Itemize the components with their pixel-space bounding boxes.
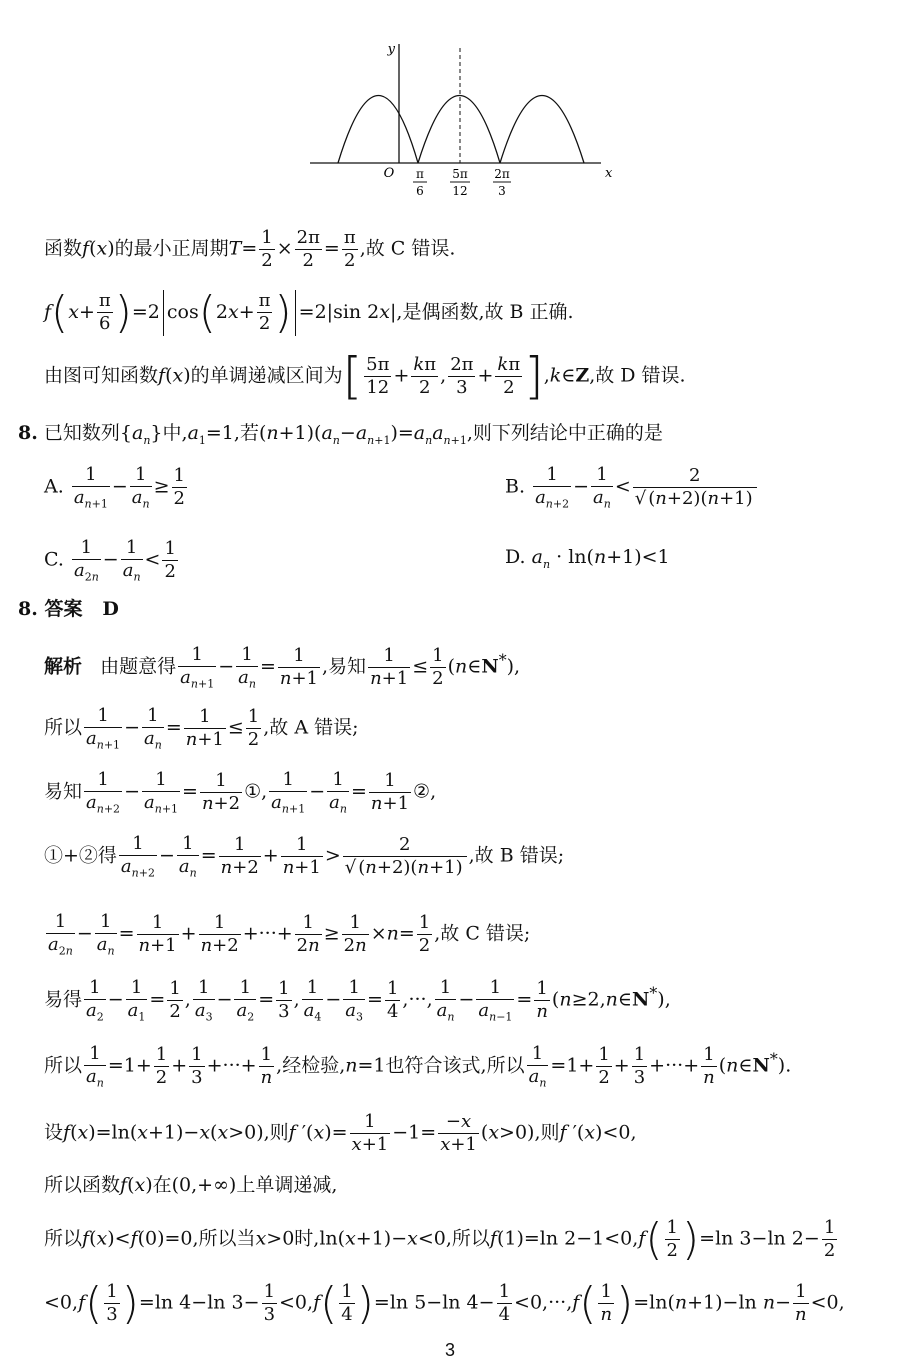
analysis-line-10: 所以f(x)<f(0)=0,所以当x>0时,ln(x+1)−x<0,所以f(1)=ln 2−1<0,f( $\frac{1}{2}$ )=ln 3−ln 2− $\frac{1}{2}$ — [44, 1213, 836, 1265]
svg-text:6: 6 — [416, 184, 424, 198]
period-line: 函数f(x)的最小正周期T= $\frac{1}{2}$ × $\frac{2\pi}{2}$ = $\frac{\pi}{2}$ ,故 C 错误. — [44, 227, 456, 271]
analysis-line-8: 设f(x)=ln(x+1)−x(x>0),则f ′(x)= $\frac{1}{x+1}$ −1= $\frac{-x}{x+1}$ (x>0),则f ′(x)<0, — [44, 1111, 637, 1155]
analysis-line-6: 易得 $\frac{1}{a_2}$ − $\frac{1}{a_1}$ = $\frac{1}{2}$ , $\frac{1}{a_3}$ − $\frac{1}{a_2}$ = $\frac{1}{3}$ , $\frac{1}{a_4}$ − $\frac{1}{a_3}$ = $\frac{1}{4}$ ,···, $\frac{1}{a_n}$ − $\frac{1}{a_{n-1}}$ = $\frac{1}{n}$ (n≥2,n∈N*), — [44, 977, 671, 1024]
analysis-line-2: 所以 $\frac{1}{a_{n+1}}$ − $\frac{1}{a_n}$ = $\frac{1}{n+1}$ ≤ $\frac{1}{2}$ ,故 A 错误; — [44, 705, 359, 752]
svg-text:12: 12 — [452, 184, 468, 198]
svg-text:π: π — [416, 167, 424, 181]
option-b: B. $\frac{1}{a_{n+2}}$ − $\frac{1}{a_n}$ < $\frac{2}{√ (n+2)(n+1)}$ — [505, 465, 759, 510]
analysis-line-5: $\frac{1}{a_{2n}}$ − $\frac{1}{a_n}$ = $\frac{1}{n+1}$ + $\frac{1}{n+2}$ +···+ $\frac{1}{2n}$ ≥ $\frac{1}{2n}$ ×n= $\frac{1}{2}$ ,故 C 错误; — [48, 911, 531, 958]
page-number: 3 — [444, 1340, 455, 1360]
analysis-line-7: 所以 $\frac{1}{a_n}$ =1+ $\frac{1}{2}$ + $\frac{1}{3}$ +···+ $\frac{1}{n}$ ,经检验,n=1也符合该式,所以 $\frac{1}{a_n}$ =1+ $\frac{1}{2}$ + $\frac{1}{3}$ +···+ $\frac{1}{n}$ (n∈N*). — [44, 1043, 792, 1090]
decreasing-interval-line: 由图可知函数f(x)的单调递减区间为[ $\frac{5\pi}{12}$ + $\frac{k\pi}{2}$ , $\frac{2\pi}{3}$ + $\frac{k\pi}{2}$ ],k∈Z,故 D 错误. — [44, 347, 686, 405]
analysis-line-9: 所以函数f(x)在(0,+∞)上单调递减, — [44, 1174, 338, 1196]
question-8-stem: 8. 已知数列$\{a_n\}$中$,a_1=1$,若$(n+1)(a_n-a_{n+1})=a_na_{n+1}$,则下列结论中正确的是 — [18, 422, 663, 447]
analysis-line-3: 易知 $\frac{1}{a_{n+2}}$ − $\frac{1}{a_{n+1}}$ = $\frac{1}{n+2}$ ①, $\frac{1}{a_{n+1}}$ − $\frac{1}{a_n}$ = $\frac{1}{n+1}$ ②, — [44, 769, 437, 816]
even-function-line: f(x+ $\frac{\pi}{6}$ )=2 cos(2x+ $\frac{\pi}{2}$ ) =2|sin 2x|,是偶函数,故 B 正确. — [44, 287, 574, 339]
option-a: A. $\frac{1}{a_{n+1}}$ − $\frac{1}{a_n}$ ≥ $\frac{1}{2}$ — [44, 464, 185, 511]
tick-5pi-12 — [450, 167, 470, 198]
option-d: D. $a_n \cdot \ln(n+1)<1$ — [505, 546, 670, 571]
svg-text:3: 3 — [498, 184, 506, 198]
y-axis-label: y — [387, 42, 395, 57]
analysis-line-11: <0,f( $\frac{1}{3}$ )=ln 4−ln 3− $\frac{1}{3}$ <0,f( $\frac{1}{4}$ )=ln 5−ln 4− $\frac{1}{4}$ <0,···,f( $\frac{1}{n}$ )=ln(n+1)−ln n− $\frac{1}{n}$ <0, — [44, 1277, 845, 1329]
cosine-abs-graph — [305, 40, 615, 205]
analysis-line-4: ①+②得 $\frac{1}{a_{n+2}}$ − $\frac{1}{a_n}$ = $\frac{1}{n+2}$ + $\frac{1}{n+1}$ > $\frac{2}{√ (n+2)(n+1)}$ ,故 B 错误; — [44, 833, 565, 880]
svg-text:2π: 2π — [494, 167, 510, 181]
x-axis-label: x — [605, 166, 613, 181]
analysis-line-1: 解析 由题意得 $\frac{1}{a_{n+1}}$ − $\frac{1}{a_n}$ = $\frac{1}{n+1}$ ,易知 $\frac{1}{n+1}$ ≤ $\frac{1}{2}$ (n∈N*), — [44, 644, 521, 691]
origin-label: O — [383, 166, 395, 181]
option-c: C. $\frac{1}{a_{2n}}$ − $\frac{1}{a_n}$ < $\frac{1}{2}$ — [44, 537, 176, 584]
tick-2pi-3 — [493, 167, 511, 198]
answer-heading: 8. 答案 D — [18, 598, 119, 620]
svg-text:5π: 5π — [452, 167, 468, 181]
tick-pi-6 — [413, 167, 427, 198]
